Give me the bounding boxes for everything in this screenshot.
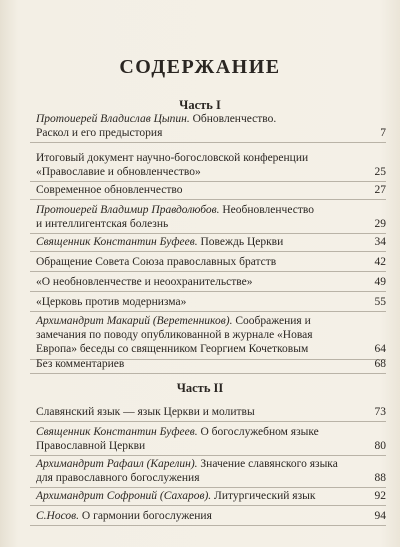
entry-text: О гармонии богослужения <box>79 510 212 522</box>
entry-title <box>36 425 386 453</box>
toc-entry[interactable] <box>36 203 386 231</box>
page-number: 64 <box>374 343 386 356</box>
page-title: СОДЕРЖАНИЕ <box>119 56 281 78</box>
page-number: 68 <box>374 358 386 370</box>
toc-entry[interactable] <box>36 489 386 503</box>
toc-entry[interactable] <box>36 235 386 249</box>
entry-line <box>36 342 360 356</box>
page-number: 29 <box>374 218 386 231</box>
toc-entry[interactable] <box>36 255 386 269</box>
entry-text: Литургический язык <box>211 490 316 502</box>
entry-line <box>36 126 360 140</box>
entry-text: Необновленчество <box>219 204 314 216</box>
entry-line <box>36 509 360 523</box>
part-heading: Часть II <box>176 381 224 395</box>
entry-text: Без комментариев <box>36 358 125 370</box>
entry-title <box>36 295 386 309</box>
page-number: 27 <box>374 184 386 196</box>
entry-text: «О необновленчестве и неоохранительстве» <box>36 276 253 288</box>
entry-line <box>36 235 360 249</box>
entry-title <box>36 183 386 197</box>
entry-title <box>36 489 386 503</box>
entry-divider <box>30 251 386 252</box>
entry-text: О богослужебном языке <box>197 426 319 438</box>
entry-line <box>36 439 360 453</box>
toc-entry[interactable] <box>36 183 386 197</box>
toc-entry[interactable] <box>36 112 386 140</box>
page-number: 42 <box>374 256 386 268</box>
entry-divider <box>30 421 386 422</box>
entry-text: Современное обновленчество <box>36 184 183 196</box>
entry-title <box>36 357 386 371</box>
entry-author: Протоиерей Владислав Цыпин. <box>36 113 190 125</box>
entry-line <box>36 328 360 342</box>
toc-entry[interactable] <box>36 509 386 523</box>
entry-title <box>36 255 386 269</box>
page-number: 25 <box>374 166 386 179</box>
entry-title <box>36 203 386 231</box>
page-number: 73 <box>374 406 386 418</box>
toc-entry[interactable] <box>36 457 386 485</box>
entry-line <box>36 405 360 419</box>
entry-title <box>36 509 386 523</box>
entry-divider <box>30 271 386 272</box>
entry-title <box>36 235 386 249</box>
entry-author: Архимандрит Рафаил (Карелин). <box>36 458 198 470</box>
part-heading: Часть I <box>179 98 221 112</box>
entry-divider <box>30 311 386 312</box>
entry-text: замечания по поводу опубликованной в журнале «Новая <box>36 329 313 342</box>
entry-text: Обращение Совета Союза православных братств <box>36 256 277 268</box>
entry-text: Европа» беседы со священником Георгием Кочетковым <box>36 343 309 356</box>
entry-author: Архимандрит Софроний (Сахаров). <box>36 490 212 502</box>
entry-text: Итоговый документ научно-богословской конференции <box>36 152 309 164</box>
entry-text: Значение славянского языка <box>197 458 338 470</box>
entry-text: Повеждь Церкви <box>197 236 284 248</box>
entry-text: Обновленчество. <box>189 113 277 125</box>
page-number: 55 <box>374 296 386 308</box>
entry-line <box>36 275 360 289</box>
entry-line <box>36 314 360 328</box>
entry-author: Протоиерей Владимир Правдолюбов. <box>36 204 220 216</box>
entry-line <box>36 183 360 197</box>
entry-line <box>36 489 360 503</box>
entry-text: Соображения и <box>232 315 311 327</box>
entry-line <box>36 255 360 269</box>
entry-text: «Православие и обновленчество» <box>36 166 201 179</box>
entry-line <box>36 357 360 371</box>
entry-line <box>36 217 360 231</box>
toc-entry[interactable] <box>36 275 386 289</box>
entry-line <box>36 151 360 165</box>
entry-title <box>36 457 386 485</box>
page-number: 7 <box>380 127 386 140</box>
entry-divider <box>30 373 386 374</box>
entry-author: Священник Константин Буфеев. <box>36 426 198 438</box>
toc-entry[interactable] <box>36 357 386 371</box>
entry-title <box>36 405 386 419</box>
page-number: 80 <box>374 440 386 453</box>
entry-title <box>36 112 386 140</box>
entry-line <box>36 203 360 217</box>
entry-line <box>36 471 360 485</box>
entry-divider <box>30 291 386 292</box>
entry-line <box>36 165 360 179</box>
toc-entry[interactable] <box>36 314 386 357</box>
entry-text: «Церковь против модернизма» <box>36 296 187 308</box>
entry-divider <box>30 142 386 143</box>
entry-text: для православного богослужения <box>36 472 200 485</box>
entry-text: Раскол и его предыстория <box>36 127 163 140</box>
entry-author: Священник Константин Буфеев. <box>36 236 198 248</box>
toc-entry[interactable] <box>36 295 386 309</box>
entry-divider <box>30 525 386 526</box>
entry-author: Архимандрит Макарий (Веретенников). <box>36 315 233 327</box>
entry-author: С.Носов. <box>36 510 80 522</box>
page-number: 92 <box>374 490 386 502</box>
entry-divider <box>30 505 386 506</box>
entry-line <box>36 457 360 471</box>
entry-text: Славянский язык — язык Церкви и молитвы <box>36 406 255 418</box>
entry-text: и интеллигентская болезнь <box>36 218 169 231</box>
entry-line <box>36 295 360 309</box>
page-number: 88 <box>374 472 386 485</box>
entry-title <box>36 275 386 289</box>
toc-entry[interactable] <box>36 425 386 453</box>
toc-entry[interactable] <box>36 151 386 179</box>
entry-title <box>36 151 386 179</box>
toc-entry[interactable] <box>36 405 386 419</box>
entry-line <box>36 425 360 439</box>
entry-line <box>36 112 360 126</box>
entry-divider <box>30 199 386 200</box>
entry-title <box>36 314 386 357</box>
page-number: 94 <box>374 510 386 522</box>
page-number: 34 <box>374 236 386 248</box>
page-number: 49 <box>374 276 386 288</box>
entry-text: Православной Церкви <box>36 440 146 453</box>
